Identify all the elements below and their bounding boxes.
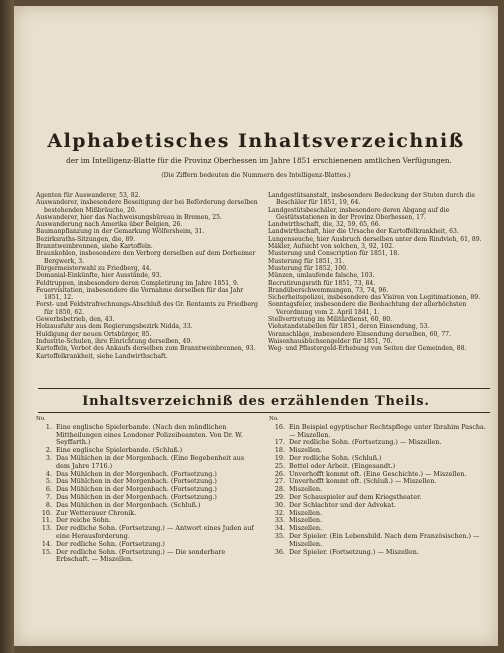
story-title: Miszellen. xyxy=(289,508,323,517)
story-number: 33. xyxy=(274,516,285,525)
story-title: Eine englische Spielerbande. (Schluß.) xyxy=(56,446,183,455)
story-title: Miszellen. xyxy=(289,446,323,455)
index-entry: Viehstandstabellen für 1851, deren Einsendung, 53. xyxy=(268,323,430,331)
story-number: 7. xyxy=(45,492,52,501)
index-entry: Forst- und Feldstrafrechnungs-Abschluß des Gr. Rentamts zu Friedberg für 1850, 62. xyxy=(36,301,258,316)
number-header: No. xyxy=(36,416,46,422)
story-title: Der redliche Sohn. (Schluß.) xyxy=(289,453,382,462)
index-entry: Brandüberschwemmungen, 73, 74, 96. xyxy=(268,286,389,294)
story-number: 29. xyxy=(274,492,285,501)
index-entry: Voranschläge, insbesondere Einsendung derselben, 60, 77. xyxy=(268,330,451,338)
story-item xyxy=(36,455,259,471)
story-title: Zur Wetterauer Chronik. xyxy=(56,508,137,517)
story-number: 2. xyxy=(45,446,52,455)
story-number: 15. xyxy=(41,547,52,556)
story-item xyxy=(36,549,259,565)
story-number: 30. xyxy=(274,500,285,509)
story-number: 14. xyxy=(41,539,52,548)
story-item xyxy=(36,424,259,447)
index-entry: Kartoffelkrankheit, siehe Landwirthschaft. xyxy=(36,352,168,360)
page-title: Alphabetisches Inhaltsverzeichniß xyxy=(47,130,465,152)
story-number: 19. xyxy=(274,453,285,462)
page-subtitle: der im Intelligenz-Blatte für die Provinz Oberhessen im Jahre 1851 erschienenen amtlichen Verfügungen. xyxy=(66,156,452,165)
story-title: Miszellen. xyxy=(289,516,323,525)
index-entry: Lungenseuche, hier Ausbruch derselben unter dem Rindvieh, 61, 89. xyxy=(268,235,482,243)
story-number: 35. xyxy=(274,531,285,540)
story-title: Der Spieler. (Ein Lebensbild. Nach dem Französischen.) — Miszellen. xyxy=(289,531,480,548)
story-item xyxy=(269,533,492,549)
story-title: Unverhofft kommt oft. (Schluß.) — Miszellen. xyxy=(289,477,437,486)
story-number: 10. xyxy=(41,508,52,517)
index-entry: Feldtruppen, insbesondere deren Completirung im Jahre 1851, 9. xyxy=(36,279,239,287)
story-number: 4. xyxy=(45,469,52,478)
story-item xyxy=(36,525,259,541)
story-title: Das Mühlchen in der Morgenbach. (Eine Begebenheit aus dem Jahre 1716.) xyxy=(56,453,245,470)
divider-top xyxy=(38,388,490,389)
story-number: 13. xyxy=(41,524,52,533)
story-number: 36. xyxy=(274,547,285,556)
story-title: Miszellen. xyxy=(289,485,323,494)
index-entry: Bezirksraths-Sitzungen, die, 89. xyxy=(36,235,136,243)
story-item xyxy=(269,549,492,557)
story-title: Das Mühlchen in der Morgenbach. (Fortsetzung.) xyxy=(56,492,217,501)
divider-bottom xyxy=(38,412,490,413)
index-entry: Kartoffeln, Verbot des Ankaufs derselben zum Branntweinbrennen, 93. xyxy=(36,345,256,353)
index-entry: Landgestütsbeschäler, insbesondere deren Abgang auf die Gestütsstationen in der Provinz Oberhessen, 17. xyxy=(268,206,450,221)
stories-title: Inhaltsverzeichniß des erzählenden Theils. xyxy=(82,394,430,409)
stories-column-left xyxy=(36,416,259,564)
story-number: 11. xyxy=(41,516,52,525)
index-column-right xyxy=(268,192,492,360)
story-title: Der redliche Sohn. (Fortsetzung.) xyxy=(56,539,165,548)
index-entry: Auswanderung nach Amerika über Belgien, 26. xyxy=(36,221,183,229)
story-number: 16. xyxy=(274,422,285,431)
stories-columns xyxy=(36,416,492,564)
index-entry: Auswanderer, insbesondere Beseitigung der bei Beförderung derselben bestehenden Mißbräuche, 20. xyxy=(36,199,258,214)
index-columns xyxy=(36,192,492,360)
index-entry: Gewerbsbetrieb, den, 43. xyxy=(36,316,115,324)
story-number: 1. xyxy=(45,422,52,431)
story-title: Miszellen. xyxy=(289,524,323,533)
index-entry: Stellvertretung im Militärdienst, 60, 80. xyxy=(268,316,393,324)
story-number: 8. xyxy=(45,500,52,509)
numbers-note: (Die Ziffern bedeuten die Nummern des Intelligenz-Blattes.) xyxy=(161,172,351,179)
index-column-left xyxy=(36,192,260,360)
index-entry: Sicherheitspolizei, insbesondere das Visiren von Legitimationen, 89. xyxy=(268,294,481,302)
story-number: 6. xyxy=(45,485,52,494)
index-entry: Sonntagsfeier, insbesondere die Beobachtung der allerhöchsten Verordnung vom 2. April 1841, 1. xyxy=(268,301,467,316)
story-title: Der Schauspieler auf dem Kriegstheater. xyxy=(289,492,422,501)
story-title: Das Mühlchen in der Morgenbach. (Fortsetzung.) xyxy=(56,485,217,494)
index-entry: Recrutirungsrath für 1851, 73, 84. xyxy=(268,279,376,287)
story-number: 5. xyxy=(45,477,52,486)
story-number: 3. xyxy=(45,453,52,462)
story-item xyxy=(269,424,492,440)
index-entry: Münzen, umlaufende falsche, 103. xyxy=(268,272,375,280)
number-header: No. xyxy=(269,416,279,422)
index-entry: Musterung und Conscription für 1851, 18. xyxy=(268,250,400,258)
index-entry: Baumanpflanzung in der Gemarkung Wölfersheim, 31. xyxy=(36,228,205,236)
story-number: 25. xyxy=(274,461,285,470)
stories-column-right xyxy=(269,416,492,564)
index-entry: Musterung für 1852, 100. xyxy=(268,264,348,272)
story-title: Das Mühlchen in der Morgenbach. (Schluß.) xyxy=(56,500,201,509)
story-title: Der redliche Sohn. (Fortsetzung.) — Miszellen. xyxy=(289,438,442,447)
index-entry: Huldigung der neuen Ortsbürger, 85. xyxy=(36,330,152,338)
index-entry: Bürgermeisterwahl zu Friedberg, 44. xyxy=(36,264,152,272)
story-title: Der reiche Sohn. xyxy=(56,516,111,525)
index-entry: Waisenhausbüchsengelder für 1851, 70. xyxy=(268,337,393,345)
story-number: 18. xyxy=(274,446,285,455)
document-page xyxy=(14,6,498,646)
story-title: Der Schlachter und der Advokat. xyxy=(289,500,396,509)
story-number: 27. xyxy=(274,477,285,486)
story-title: Unverhofft kommt oft. (Eine Geschichte.) — Miszellen. xyxy=(289,469,467,478)
story-title: Bettel oder Arbeit. (Eingesandt.) xyxy=(289,461,396,470)
index-entry: Feuervisitation, insbesondere die Vornahme derselben für das Jahr 1851, 12. xyxy=(36,286,244,302)
index-entry: Weg- und Pflastergeld-Erhebung von Seiten der Gemeinden, 88. xyxy=(268,345,467,353)
story-title: Der redliche Sohn. (Fortsetzung.) — Die sonderbare Erbschaft. — Miszellen. xyxy=(56,547,226,564)
index-entry: Industrie-Schulen, ihre Einrichtung derselben, 49. xyxy=(36,337,193,345)
story-number: 32. xyxy=(274,508,285,517)
story-title: Der redliche Sohn. (Fortsetzung.) — Antwort eines Juden auf eine Herausforderung. xyxy=(56,524,254,540)
story-number: 26. xyxy=(274,469,285,478)
story-title: Das Mühlchen in der Morgenbach. (Fortsetzung.) xyxy=(56,469,217,478)
story-title: Der Spieler. (Fortsetzung.) — Miszellen. xyxy=(289,547,419,556)
index-entry: Landwirthschaft, hier die Ursache der Kartoffelkrankheit, 63. xyxy=(268,228,459,236)
index-entry: Landwirthschaft, die, 32, 59, 65, 66. xyxy=(268,221,381,229)
index-entry: Auswanderer, hier das Nachweisungsbüreau in Bremen, 25. xyxy=(36,213,222,221)
story-number: 34. xyxy=(274,524,285,533)
book-spine xyxy=(0,0,14,653)
index-entry: Branntweinbrennen, siehe Kartoffeln. xyxy=(36,243,153,251)
index-entry: Holzausfuhr aus dem Regierungsbezirk Nidda, 33. xyxy=(36,323,193,331)
index-entry: Agenten für Auswanderer, 53, 82. xyxy=(36,192,141,199)
index-entry: Domanial-Einkünfte, hier Ausstände, 93. xyxy=(36,272,162,280)
story-number: 28. xyxy=(274,485,285,494)
story-title: Das Mühlchen in der Morgenbach. (Fortsetzung.) xyxy=(56,477,217,486)
index-entry: Mäkler, Aufsicht von solchen, 3, 92, 102. xyxy=(268,243,395,251)
index-entry: Landgestütsanstalt, insbesondere Bedeckung der Stuten durch die Beschäler für 1851, 19, 64. xyxy=(268,192,475,207)
index-entry: Musterung für 1851, 31. xyxy=(268,257,345,265)
story-title: Ein Beispiel egyptischer Rechtspflege unter Ibrahim Pascha. — Miszellen. xyxy=(289,422,486,439)
story-number: 17. xyxy=(274,438,285,447)
index-entry: Braunkohlen, insbesondere den Verborg derselben auf dem Dorheimer Bergwerk, 3. xyxy=(36,250,256,265)
story-title: Eine englische Spielerbande. (Nach den mündlichen Mittheilungen eines Londoner Polizeibeamten. Von Dr. W. Seyffarth.) xyxy=(56,422,243,447)
